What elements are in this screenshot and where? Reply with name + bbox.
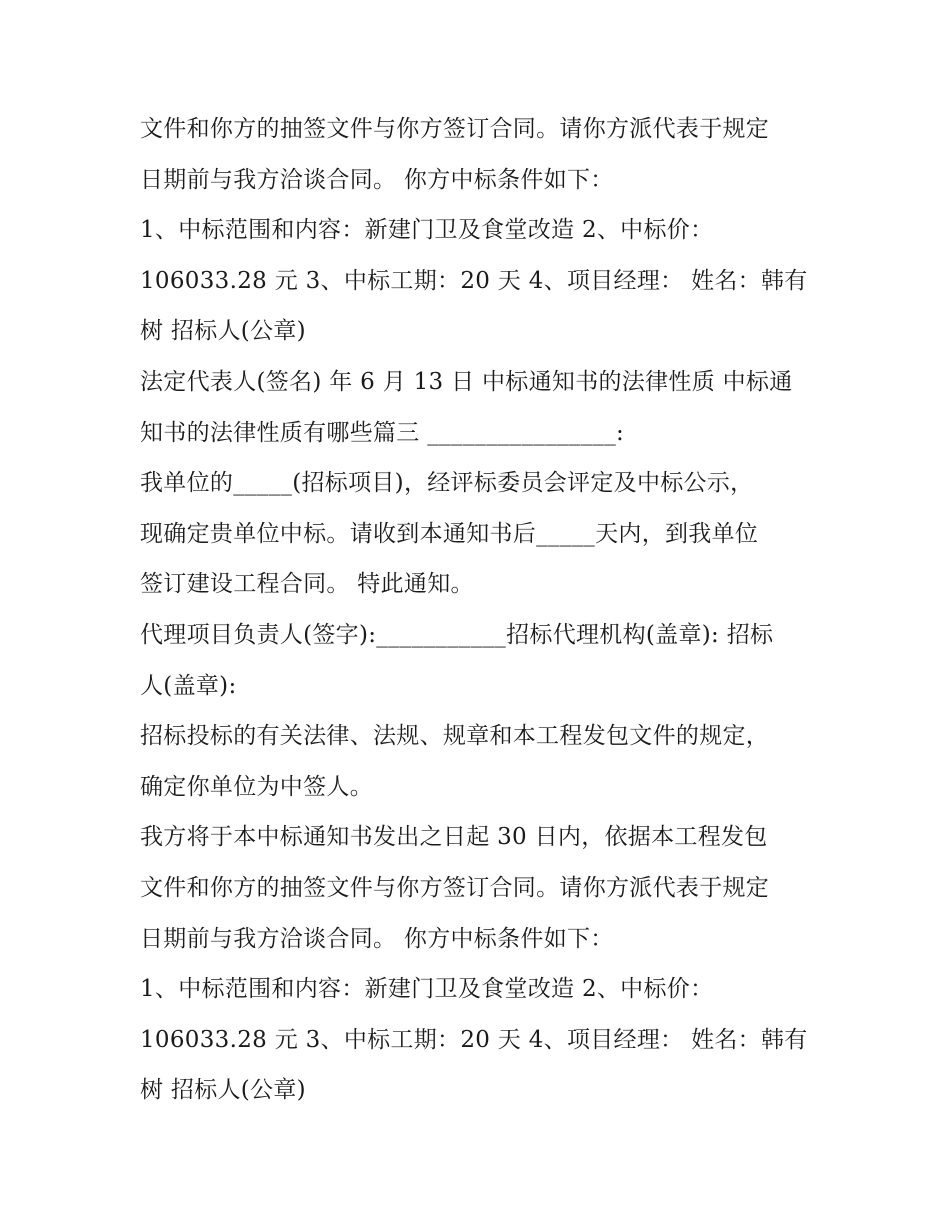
text-line: 签订建设工程合同。 特此通知。 — [140, 571, 474, 598]
text-line: 树 招标人(公章) — [140, 1077, 306, 1104]
text-line: 文件和你方的抽签文件与你方签订合同。请你方派代表于规定 — [140, 874, 770, 901]
text-line: 文件和你方的抽签文件与你方签订合同。请你方派代表于规定 — [140, 116, 770, 142]
text-line: 现确定贵单位中标。请收到本通知书后_____天内，到我单位 — [140, 520, 759, 547]
text-line: 106033.28 元 3、中标工期：20 天 4、项目经理： 姓名：韩有 — [140, 1026, 808, 1053]
text-line: 我方将于本中标通知书发出之日起 30 日内，依据本工程发包 — [140, 824, 768, 851]
text-line: 106033.28 元 3、中标工期：20 天 4、项目经理： 姓名：韩有 — [140, 267, 808, 294]
text-line: 我单位的_____(招标项目)，经评标委员会评定及中标公示， — [140, 470, 754, 497]
text-line: 招标投标的有关法律、法规、规章和本工程发包文件的规定， — [140, 723, 770, 750]
text-line: 确定你单位为中签人。 — [140, 773, 373, 800]
text-line: 知书的法律性质有哪些篇三 ________________: — [140, 419, 625, 446]
text-line: 法定代表人(签名) 年 6 月 13 日 中标通知书的法律性质 中标通 — [140, 368, 793, 395]
text-line: 树 招标人(公章) — [140, 318, 306, 345]
text-line: 日期前与我方洽谈合同。 你方中标条件如下： — [140, 925, 614, 952]
text-line: 日期前与我方洽谈合同。 你方中标条件如下： — [140, 166, 614, 193]
text-line: 代理项目负责人(签字):___________招标代理机构(盖章): 招标 — [140, 621, 774, 648]
document-body — [140, 104, 820, 1116]
text-line: 1、中标范围和内容：新建门卫及食堂改造 2、中标价： — [140, 976, 714, 1003]
text-line: 人(盖章): — [140, 672, 237, 699]
text-line: 1、中标范围和内容：新建门卫及食堂改造 2、中标价： — [140, 217, 714, 244]
